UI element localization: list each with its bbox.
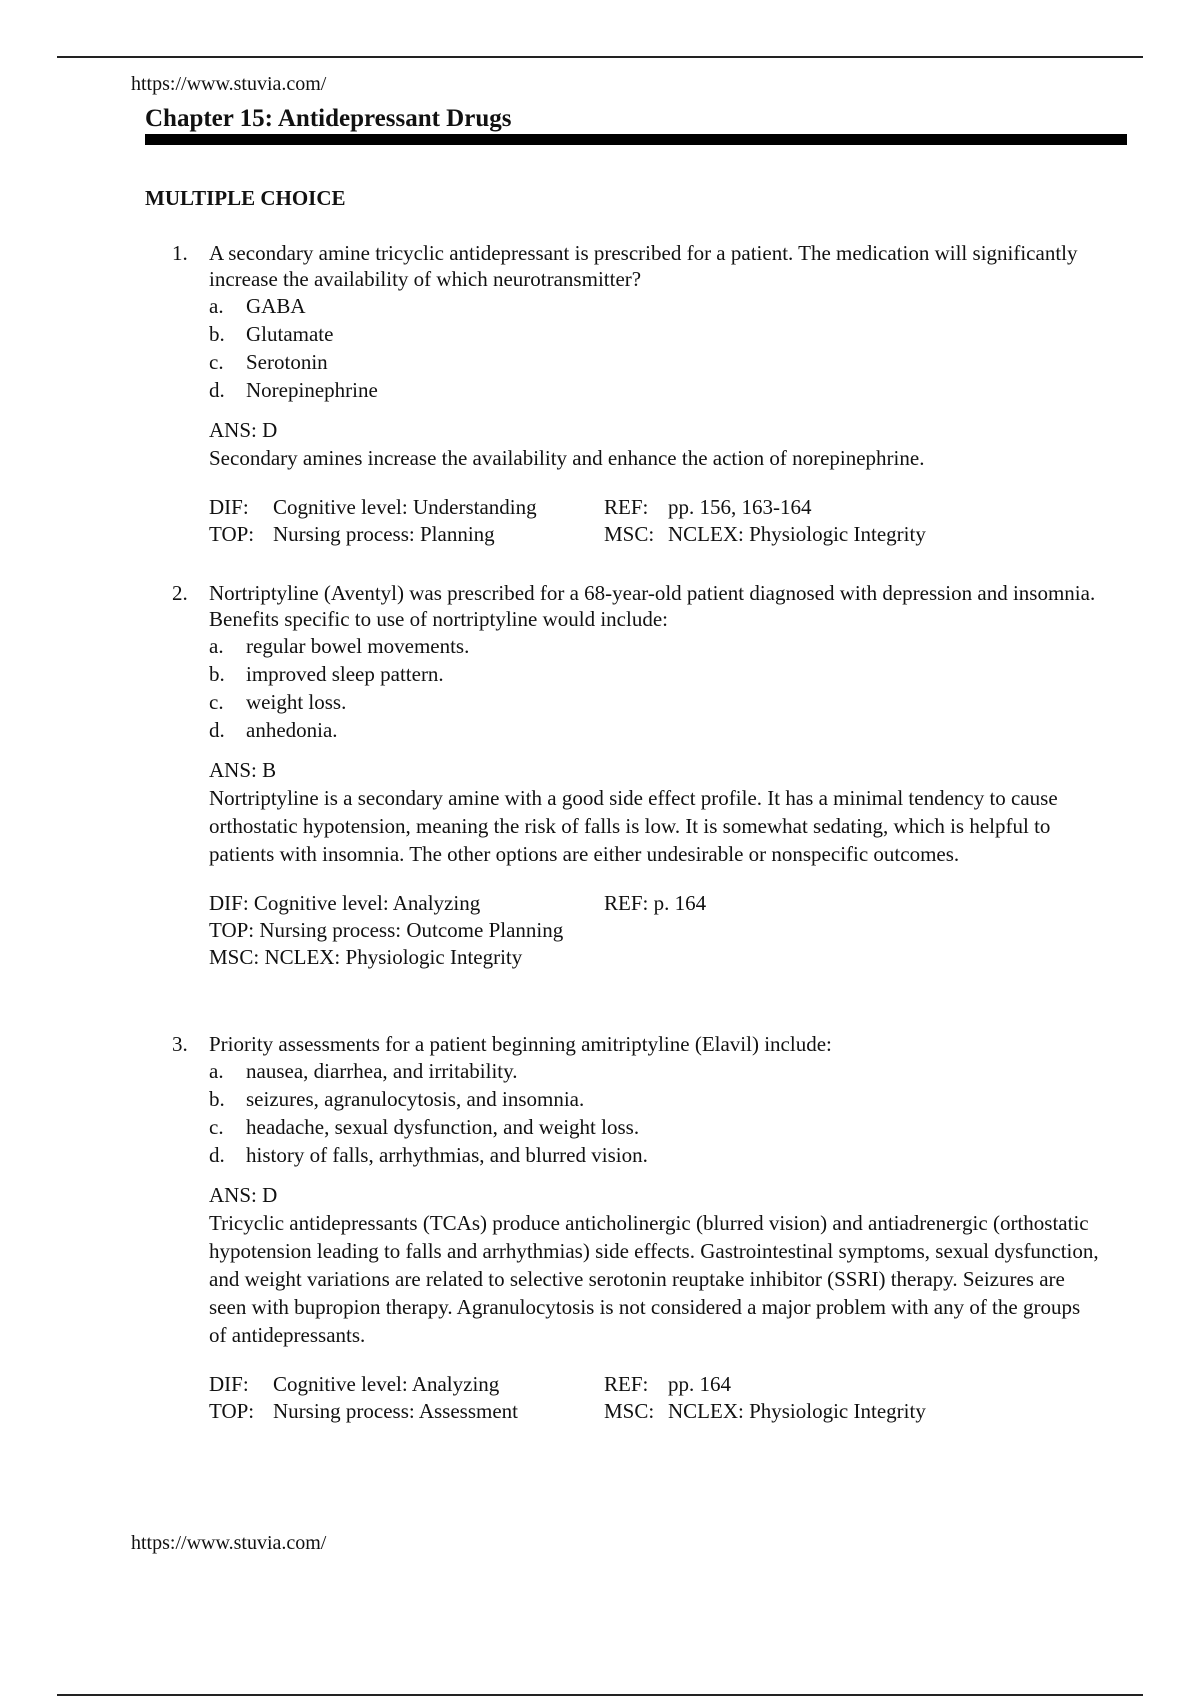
difficulty-field: [209, 494, 604, 521]
question-stem: [172, 1031, 1112, 1057]
reference-field: [604, 1371, 731, 1398]
option-letter: a.: [209, 634, 224, 658]
question-stem: [172, 240, 1112, 292]
option-c: [209, 1113, 1112, 1141]
option-a: [209, 292, 1112, 320]
option-text: improved sleep pattern.: [246, 662, 444, 686]
answer-key: ANS: B: [209, 758, 277, 782]
question-number: 1.: [172, 241, 188, 265]
question-metadata: [209, 494, 1112, 548]
option-letter: b.: [209, 1087, 225, 1111]
option-text: Norepinephrine: [246, 378, 378, 402]
msc-label: MSC:: [604, 522, 655, 546]
option-d: [209, 716, 1112, 744]
reference-value: pp. 164: [668, 1372, 731, 1396]
difficulty-value: Cognitive level: Analyzing: [273, 1372, 500, 1396]
reference-label: REF:: [604, 495, 649, 519]
option-letter: c.: [209, 1115, 224, 1139]
option-text: GABA: [246, 294, 306, 318]
difficulty-field: [209, 1371, 604, 1398]
option-list: [209, 1057, 1112, 1169]
difficulty-field: DIF: Cognitive level: Analyzing: [209, 891, 481, 915]
option-text: weight loss.: [246, 690, 347, 714]
msc-field: [604, 1398, 926, 1425]
option-text: Glutamate: [246, 322, 334, 346]
chapter-title: Chapter 15: Antidepressant Drugs: [145, 105, 512, 132]
option-b: [209, 320, 1112, 348]
option-text: Serotonin: [246, 350, 328, 374]
topic-field: [209, 1398, 604, 1425]
rationale-text: Tricyclic antidepressants (TCAs) produce anticholinergic (blurred vision) and antiadrenergic (orthostatic hypotension leading to falls and arrhythmias) side effects. Gastrointestinal symptoms, sexual dysfunction, and weight variations are related to selective serotonin reuptake inhibitor (SSRI) therapy. Seizures are seen with bupropion therapy. Agranulocytosis is not considered a major problem with any of the groups of antidepressants.: [209, 1211, 1099, 1347]
option-c: [209, 688, 1112, 716]
reference-field: REF: p. 164: [604, 891, 707, 915]
question-number: 3.: [172, 1032, 188, 1056]
section-heading: MULTIPLE CHOICE: [145, 186, 346, 210]
option-letter: c.: [209, 350, 224, 374]
question-metadata: [209, 1371, 1112, 1425]
question-text: Priority assessments for a patient beginning amitriptyline (Elavil) include:: [209, 1032, 832, 1056]
topic-field: [209, 521, 604, 548]
option-letter: d.: [209, 718, 225, 742]
rationale-text: Nortriptyline is a secondary amine with a good side effect profile. It has a minimal tendency to cause orthostatic hypotension, meaning the risk of falls is low. It is somewhat sedating, which is helpful to patients with insomnia. The other options are either undesirable or nonspecific outcomes.: [209, 786, 1058, 866]
msc-label: MSC:: [604, 1399, 655, 1423]
reference-field: [604, 494, 812, 521]
option-letter: d.: [209, 1143, 225, 1167]
question-stem: [172, 580, 1112, 632]
question-3: [172, 1031, 1112, 1425]
option-letter: b.: [209, 662, 225, 686]
option-letter: d.: [209, 378, 225, 402]
option-letter: a.: [209, 1059, 224, 1083]
msc-value: NCLEX: Physiologic Integrity: [668, 1399, 926, 1423]
option-letter: c.: [209, 690, 224, 714]
option-c: [209, 348, 1112, 376]
option-list: [209, 292, 1112, 404]
reference-value: pp. 156, 163-164: [668, 495, 812, 519]
msc-field: [604, 521, 926, 548]
question-2: [172, 580, 1112, 971]
option-text: headache, sexual dysfunction, and weight loss.: [246, 1115, 640, 1139]
topic-label: TOP:: [209, 1399, 255, 1423]
msc-value: NCLEX: Physiologic Integrity: [668, 522, 926, 546]
topic-value: Nursing process: Assessment: [273, 1399, 518, 1423]
option-text: history of falls, arrhythmias, and blurred vision.: [246, 1143, 648, 1167]
option-d: [209, 1141, 1112, 1169]
topic-value: Nursing process: Planning: [273, 522, 495, 546]
answer-key: ANS: D: [209, 1183, 278, 1207]
question-number: 2.: [172, 581, 188, 605]
header-url: https://www.stuvia.com/: [131, 73, 327, 95]
option-text: anhedonia.: [246, 718, 338, 742]
answer-key: ANS: D: [209, 418, 278, 442]
top-page-rule: [57, 56, 1143, 58]
bottom-page-rule: [57, 1694, 1143, 1696]
question-text: A secondary amine tricyclic antidepressant is prescribed for a patient. The medication will significantly increase the availability of which neurotransmitter?: [209, 241, 1078, 291]
question-metadata: [209, 890, 1112, 971]
chapter-title-bar: [145, 134, 1127, 145]
difficulty-label: DIF:: [209, 1372, 249, 1396]
option-b: [209, 1085, 1112, 1113]
option-text: seizures, agranulocytosis, and insomnia.: [246, 1087, 585, 1111]
option-text: nausea, diarrhea, and irritability.: [246, 1059, 518, 1083]
option-d: [209, 376, 1112, 404]
difficulty-label: DIF:: [209, 495, 249, 519]
option-letter: a.: [209, 294, 224, 318]
question-text: Nortriptyline (Aventyl) was prescribed for a 68-year-old patient diagnosed with depression and insomnia. Benefits specific to use of nortriptyline would include:: [209, 581, 1096, 631]
option-text: regular bowel movements.: [246, 634, 470, 658]
option-a: [209, 1057, 1112, 1085]
option-a: [209, 632, 1112, 660]
question-1: [172, 240, 1112, 548]
option-list: [209, 632, 1112, 744]
msc-field: MSC: NCLEX: Physiologic Integrity: [209, 945, 523, 969]
option-b: [209, 660, 1112, 688]
footer-url: https://www.stuvia.com/: [131, 1532, 327, 1554]
rationale-text: Secondary amines increase the availability and enhance the action of norepinephrine.: [209, 446, 925, 470]
option-letter: b.: [209, 322, 225, 346]
topic-label: TOP:: [209, 522, 255, 546]
reference-label: REF:: [604, 1372, 649, 1396]
topic-field: TOP: Nursing process: Outcome Planning: [209, 918, 564, 942]
difficulty-value: Cognitive level: Understanding: [273, 495, 537, 519]
